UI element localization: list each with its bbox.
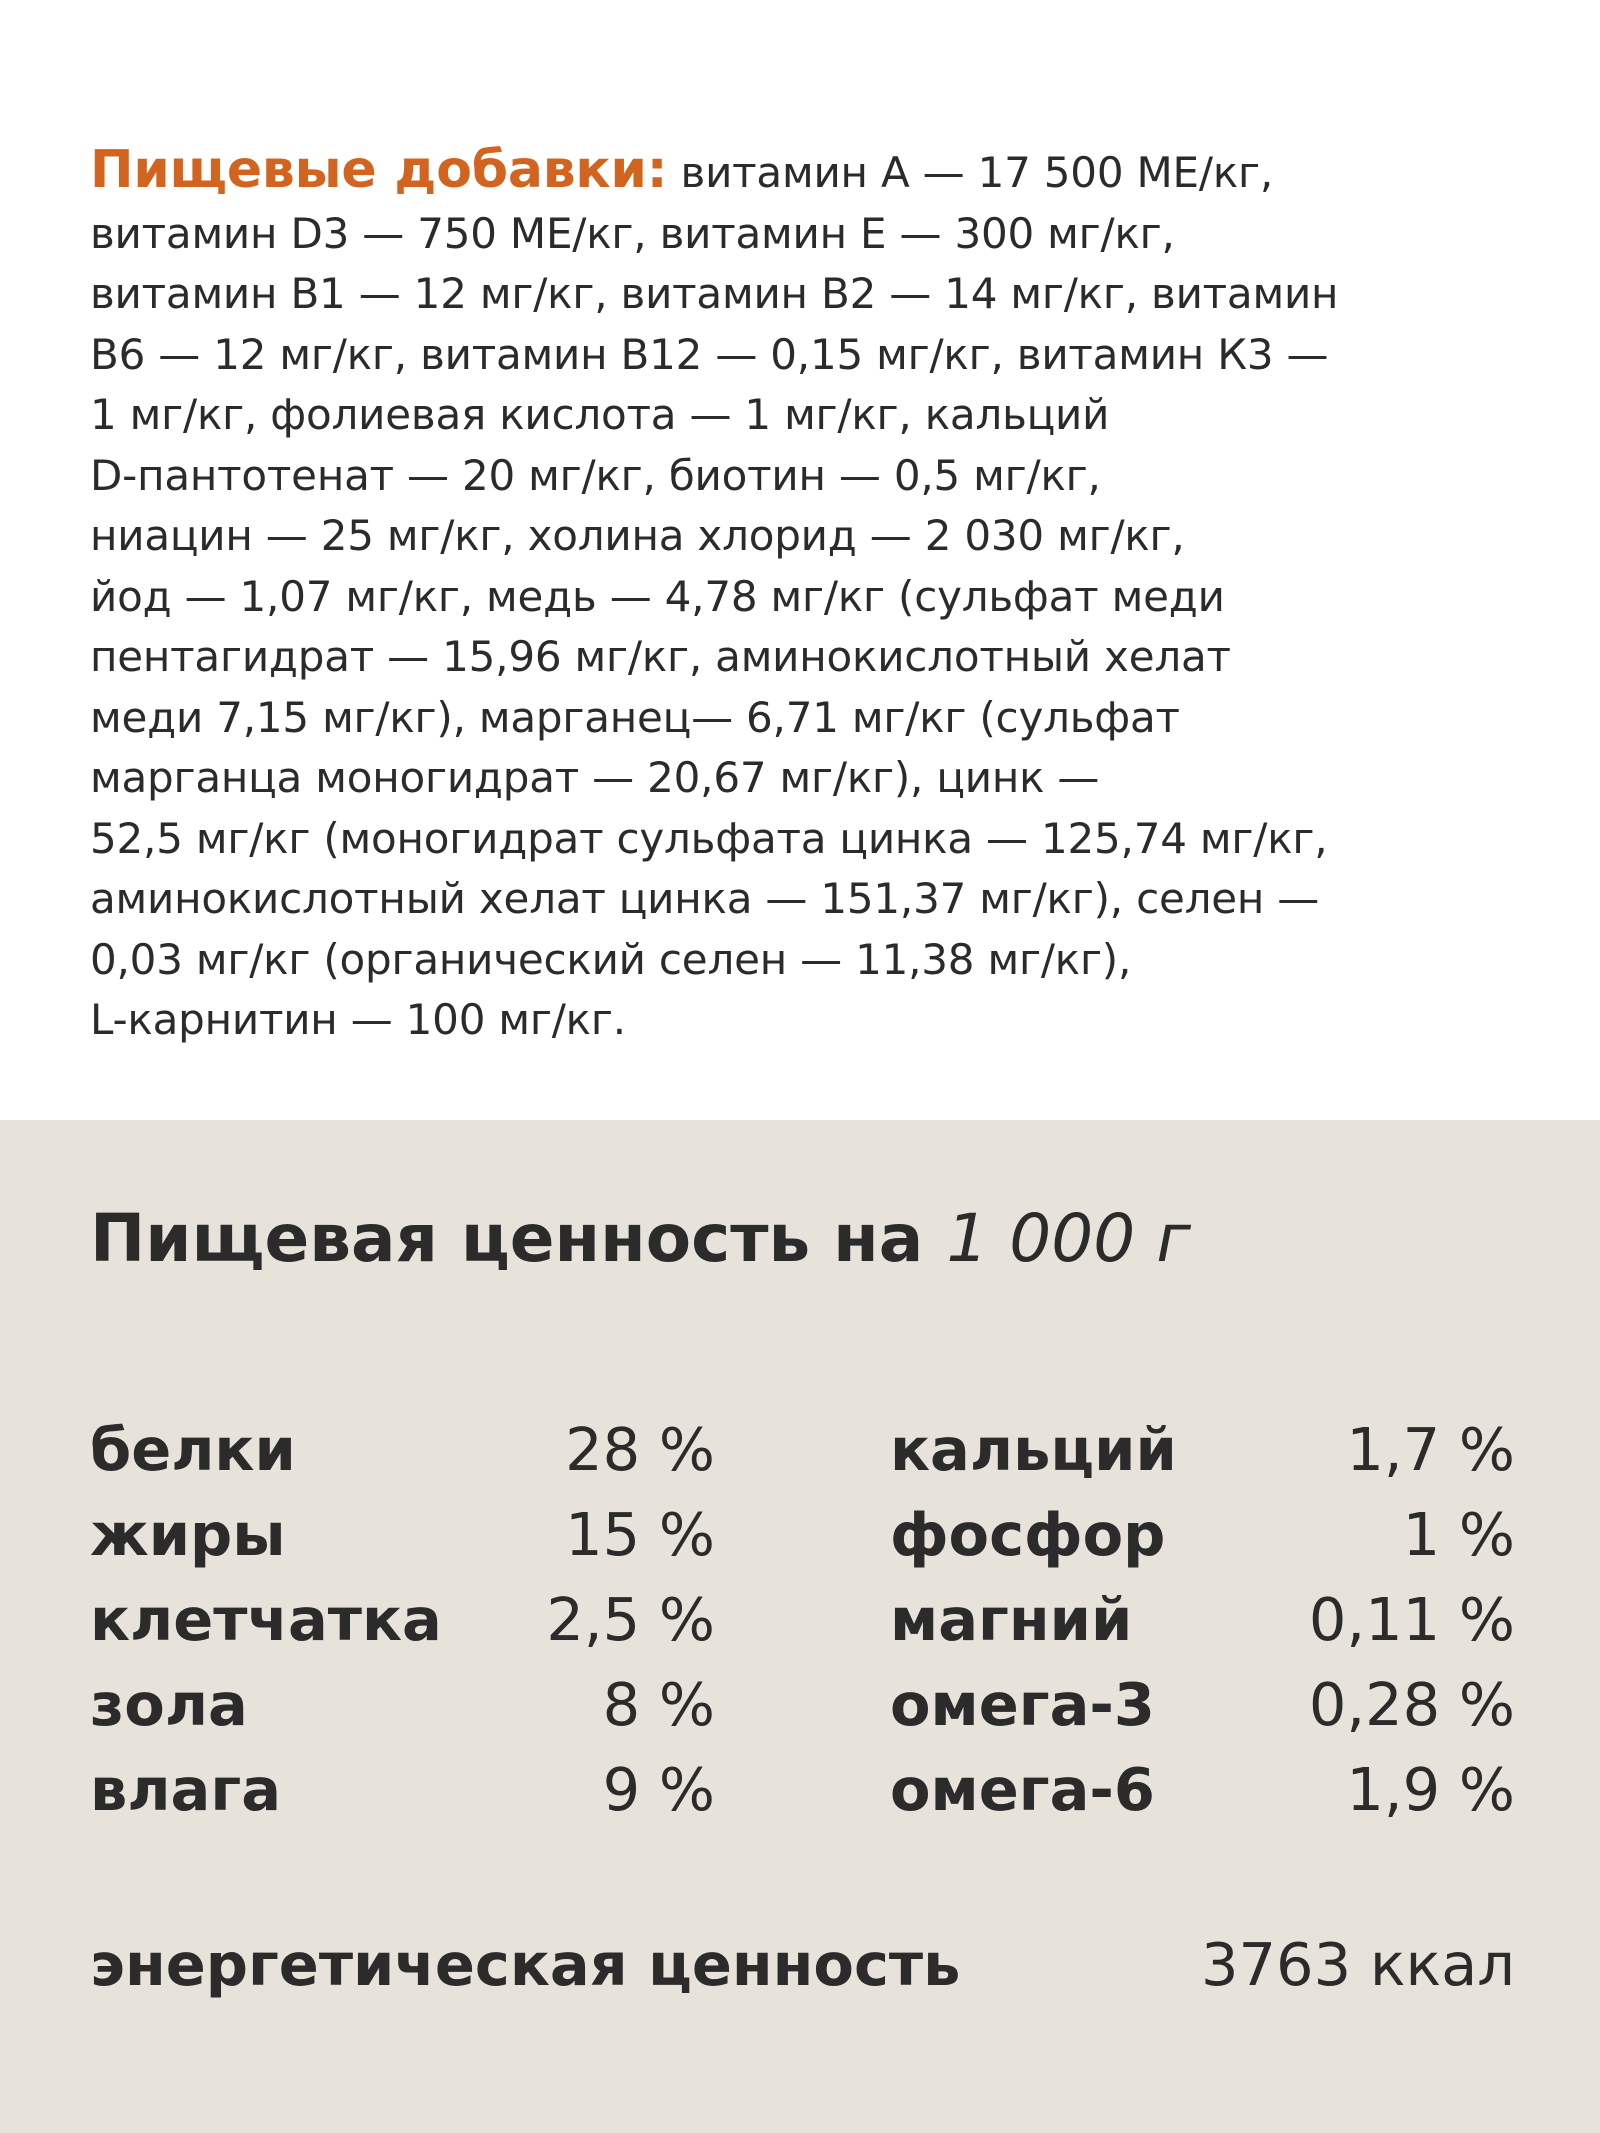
nutrient-value: 1,9 % bbox=[1346, 1755, 1515, 1824]
nutrient-value: 0,28 % bbox=[1308, 1670, 1515, 1739]
energy-value: 3763 ккал bbox=[1200, 1930, 1515, 1999]
nutrient-value: 15 % bbox=[565, 1500, 715, 1569]
additives-line: 52,5 мг/кг (моногидрат сульфата цинка — 125,74 мг/кг, bbox=[90, 813, 1328, 863]
additives-line: В6 — 12 мг/кг, витамин В12 — 0,15 мг/кг, витамин К3 — bbox=[90, 329, 1329, 379]
additives-line: витамин D3 — 750 МЕ/кг, витамин Е — 300 мг/кг, bbox=[90, 208, 1175, 258]
additives-line: марганца моногидрат — 20,67 мг/кг), цинк — bbox=[90, 753, 1100, 802]
nutrient-value: 1 % bbox=[1402, 1500, 1515, 1569]
nutrition-title-text: Пищевая ценность на bbox=[90, 1200, 924, 1277]
nutrient-name: влага bbox=[90, 1755, 282, 1824]
nutrient-row bbox=[90, 1500, 715, 1585]
nutrient-value: 2,5 % bbox=[546, 1585, 715, 1654]
additives-line: ниацин — 25 мг/кг, холина хлорид — 2 030 мг/кг, bbox=[90, 511, 1185, 560]
additives-line: 1 мг/кг, фолиевая кислота — 1 мг/кг, кальций bbox=[90, 390, 1110, 439]
additives-line bbox=[90, 140, 1530, 204]
nutrient-name: омега-3 bbox=[890, 1670, 1155, 1739]
nutrient-name: омега-6 bbox=[890, 1755, 1155, 1824]
energy-row bbox=[90, 1930, 1515, 1999]
additives-line: 0,03 мг/кг (органический селен — 11,38 мг/кг), bbox=[90, 934, 1132, 984]
energy-label: энергетическая ценность bbox=[90, 1930, 961, 1999]
additives-line: L-карнитин — 100 мг/кг. bbox=[90, 995, 626, 1044]
nutrient-row bbox=[890, 1585, 1515, 1670]
additives-line: йод — 1,07 мг/кг, медь — 4,78 мг/кг (сульфат меди bbox=[90, 571, 1225, 621]
nutrition-right-column bbox=[890, 1415, 1515, 1840]
nutrition-left-column bbox=[90, 1415, 715, 1840]
nutrient-name: жиры bbox=[90, 1500, 286, 1569]
nutrient-name: кальций bbox=[890, 1415, 1177, 1484]
additives-line: D-пантотенат — 20 мг/кг, биотин — 0,5 мг/кг, bbox=[90, 450, 1101, 500]
nutrient-row bbox=[90, 1755, 715, 1840]
nutrient-row bbox=[90, 1415, 715, 1500]
nutrient-value: 8 % bbox=[602, 1670, 715, 1739]
nutrition-title bbox=[90, 1200, 1191, 1277]
nutrient-row bbox=[890, 1755, 1515, 1840]
additives-heading: Пищевые добавки: bbox=[90, 140, 668, 200]
additives-line: пентагидрат — 15,96 мг/кг, аминокислотный хелат bbox=[90, 632, 1231, 681]
nutrient-name: магний bbox=[890, 1585, 1133, 1654]
nutrient-row bbox=[890, 1415, 1515, 1500]
nutrition-per-amount: 1 000 г bbox=[946, 1200, 1191, 1277]
nutrient-name: белки bbox=[90, 1415, 296, 1484]
nutrient-row bbox=[90, 1585, 715, 1670]
nutrient-row bbox=[890, 1500, 1515, 1585]
nutrient-value: 28 % bbox=[565, 1415, 715, 1484]
nutrient-name: фосфор bbox=[890, 1500, 1166, 1569]
nutrient-name: клетчатка bbox=[90, 1585, 442, 1654]
nutrient-name: зола bbox=[90, 1670, 248, 1739]
nutrient-row bbox=[90, 1670, 715, 1755]
nutrient-value: 0,11 % bbox=[1308, 1585, 1515, 1654]
nutrient-row bbox=[890, 1670, 1515, 1755]
additives-line: витамин В1 — 12 мг/кг, витамин В2 — 14 мг/кг, витамин bbox=[90, 269, 1339, 318]
additives-line: меди 7,15 мг/кг), марганец— 6,71 мг/кг (сульфат bbox=[90, 692, 1180, 742]
additives-line-text: витамин А — 17 500 МЕ/кг, bbox=[680, 148, 1274, 197]
nutrient-value: 9 % bbox=[602, 1755, 715, 1824]
additives-line: аминокислотный хелат цинка — 151,37 мг/кг), селен — bbox=[90, 874, 1320, 923]
nutrition-section bbox=[0, 1120, 1600, 2133]
nutrient-value: 1,7 % bbox=[1346, 1415, 1515, 1484]
additives-text bbox=[90, 140, 1530, 1051]
